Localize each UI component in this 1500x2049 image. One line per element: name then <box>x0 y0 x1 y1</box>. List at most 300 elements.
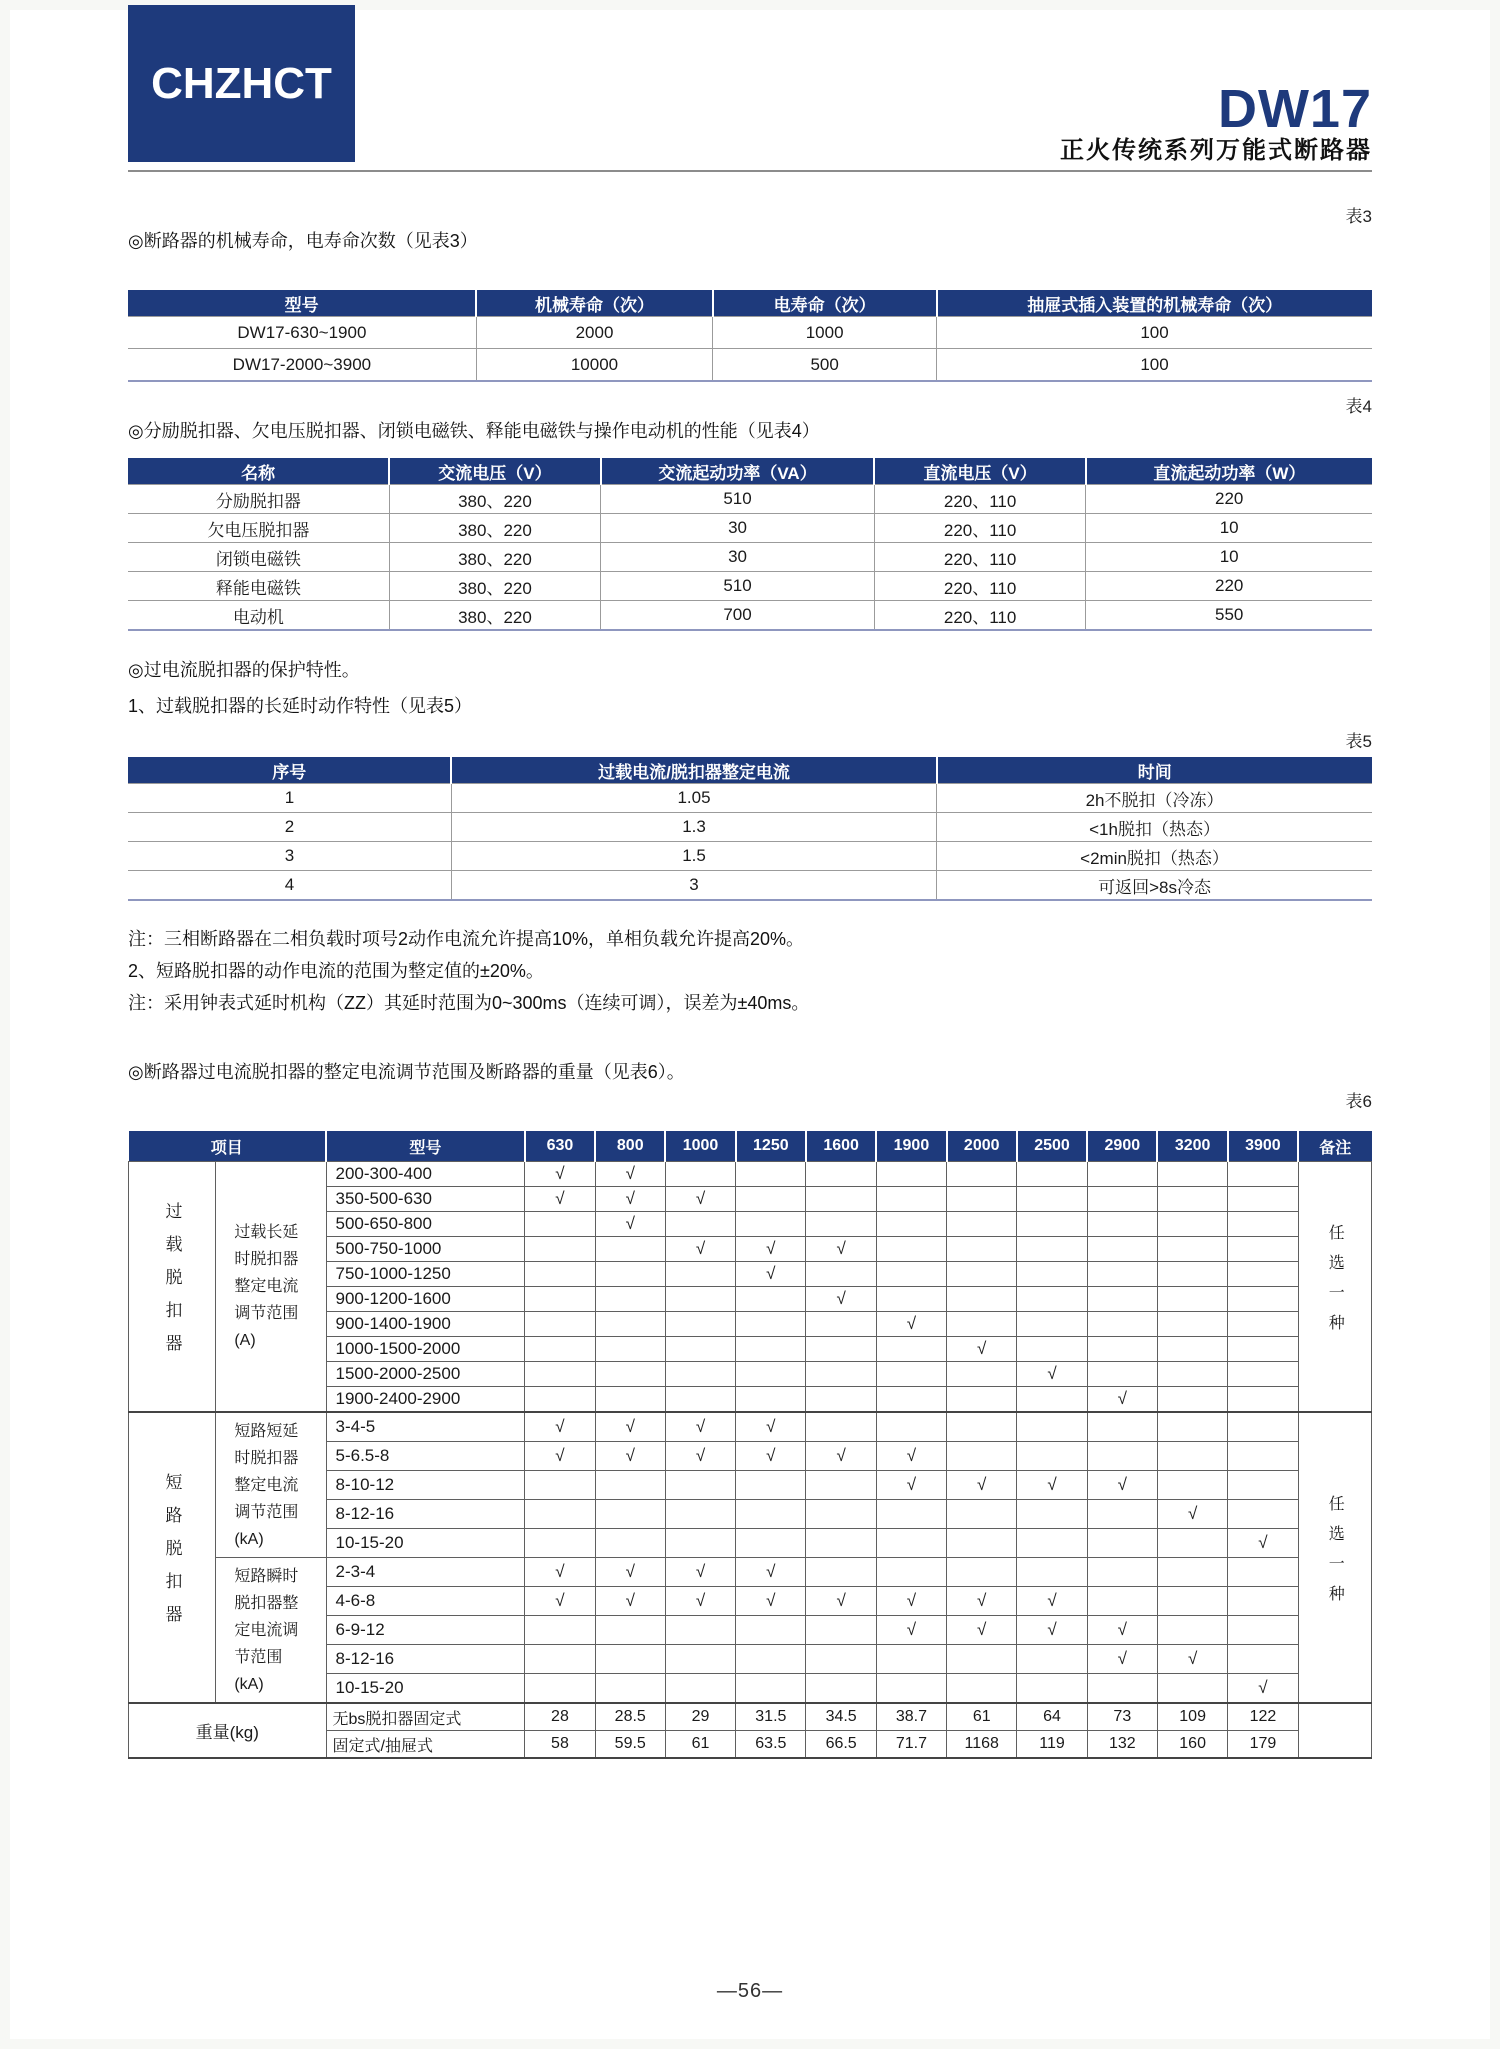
t6-check-cell: √ <box>1017 1471 1087 1500</box>
t6-check-cell <box>1017 1337 1087 1362</box>
t6-check-cell <box>665 1616 735 1645</box>
table3-header-row <box>128 290 1372 317</box>
table5-row <box>128 871 1372 901</box>
t6-row <box>129 1558 1372 1587</box>
t6-check-cell <box>595 1645 665 1674</box>
table6-tag: 表6 <box>1345 1092 1372 1111</box>
t6-check-cell <box>736 1187 806 1212</box>
table5-cell: 4 <box>128 871 451 901</box>
table3-row <box>128 317 1372 349</box>
t6-check-cell <box>1087 1262 1157 1287</box>
t6-check-cell <box>525 1529 595 1558</box>
t6-check-cell <box>947 1187 1017 1212</box>
t6-check-cell <box>1087 1412 1157 1442</box>
t6-check-cell <box>736 1645 806 1674</box>
t6-check-cell <box>947 1287 1017 1312</box>
t6-check-cell <box>665 1500 735 1529</box>
table4-cell: 30 <box>601 514 875 543</box>
t6-check-cell <box>1017 1674 1087 1704</box>
t6-check-cell <box>947 1558 1017 1587</box>
t6-check-cell <box>736 1287 806 1312</box>
t6-check-cell <box>1228 1312 1298 1337</box>
t6-check-cell: √ <box>525 1187 595 1212</box>
t6-check-cell <box>1157 1262 1227 1287</box>
t6-check-cell <box>1228 1471 1298 1500</box>
t6-check-cell: √ <box>595 1587 665 1616</box>
table5-row <box>128 813 1372 842</box>
t6-weight-value: 66.5 <box>806 1731 876 1759</box>
t6-check-cell <box>1017 1558 1087 1587</box>
t6-check-cell <box>736 1674 806 1704</box>
t6-check-cell <box>1087 1442 1157 1471</box>
t6-check-cell <box>595 1362 665 1387</box>
t6-check-cell: √ <box>525 1558 595 1587</box>
t6-check-cell: √ <box>595 1212 665 1237</box>
table5-cell: <2min脱扣（热态） <box>937 842 1372 871</box>
table5-header-cell: 序号 <box>128 757 451 784</box>
table5-row <box>128 842 1372 871</box>
t6-check-cell <box>876 1412 946 1442</box>
t6-check-cell <box>736 1362 806 1387</box>
t6-check-cell <box>876 1262 946 1287</box>
table3-cell: 1000 <box>713 317 937 349</box>
table5-cell: 2h不脱扣（冷冻） <box>937 784 1372 813</box>
t6-header-rating: 1250 <box>736 1131 806 1162</box>
brand-logo <box>128 5 355 162</box>
t6-range-cell: 1000-1500-2000 <box>326 1337 525 1362</box>
t6-check-cell: √ <box>876 1471 946 1500</box>
t6-range-cell: 6-9-12 <box>326 1616 525 1645</box>
t6-check-cell <box>525 1287 595 1312</box>
t6-group1-remark-text: 任选一种 <box>1326 1224 1344 1344</box>
table4-cell: 220、110 <box>874 601 1085 631</box>
t6-row <box>129 1412 1372 1442</box>
t6-check-cell <box>525 1674 595 1704</box>
t6-check-cell <box>1228 1587 1298 1616</box>
table4-cell: 380、220 <box>389 543 600 572</box>
table4-cell: 700 <box>601 601 875 631</box>
t6-header-rating: 1000 <box>665 1131 735 1162</box>
t6-check-cell <box>1087 1500 1157 1529</box>
t6-check-cell: √ <box>1087 1471 1157 1500</box>
t6-check-cell <box>806 1387 876 1413</box>
t6-check-cell <box>1087 1187 1157 1212</box>
t6-header-row <box>129 1131 1372 1162</box>
t6-check-cell <box>1228 1362 1298 1387</box>
t6-check-cell: √ <box>595 1442 665 1471</box>
t6-group1-remark <box>1298 1162 1371 1413</box>
table4-cell: 分励脱扣器 <box>128 485 389 514</box>
t6-check-cell: √ <box>525 1442 595 1471</box>
t6-weight-name: 固定式/抽屉式 <box>326 1731 525 1759</box>
t6-check-cell <box>1017 1162 1087 1187</box>
t6-check-cell <box>525 1312 595 1337</box>
t6-header-rating: 800 <box>595 1131 665 1162</box>
t6-check-cell: √ <box>1087 1616 1157 1645</box>
t6-header-rating: 1600 <box>806 1131 876 1162</box>
t6-check-cell <box>1228 1187 1298 1212</box>
t6-check-cell: √ <box>1228 1529 1298 1558</box>
t6-check-cell <box>1087 1237 1157 1262</box>
t6-check-cell <box>1228 1262 1298 1287</box>
t6-range-cell: 5-6.5-8 <box>326 1442 525 1471</box>
t6-check-cell <box>1017 1529 1087 1558</box>
table4-cell: 释能电磁铁 <box>128 572 389 601</box>
t6-header-project: 项目 <box>129 1131 327 1162</box>
t6-check-cell: √ <box>736 1587 806 1616</box>
page-header <box>128 0 1372 172</box>
t6-check-cell <box>1157 1471 1227 1500</box>
table4-header-cell: 交流起动功率（VA） <box>601 458 875 485</box>
table5-cell: 1.5 <box>451 842 936 871</box>
table3-row <box>128 349 1372 382</box>
t6-range-cell: 10-15-20 <box>326 1529 525 1558</box>
t6-check-cell <box>1157 1362 1227 1387</box>
t6-check-cell <box>1157 1287 1227 1312</box>
t6-range-cell: 1900-2400-2900 <box>326 1387 525 1413</box>
t6-range-cell: 500-650-800 <box>326 1212 525 1237</box>
t6-range-cell: 3-4-5 <box>326 1412 525 1442</box>
t6-check-cell <box>736 1212 806 1237</box>
t6-range-cell: 500-750-1000 <box>326 1237 525 1262</box>
t6-check-cell: √ <box>1157 1645 1227 1674</box>
t6-check-cell <box>806 1558 876 1587</box>
t6-check-cell <box>1017 1645 1087 1674</box>
t6-check-cell <box>1228 1558 1298 1587</box>
t6-check-cell <box>1157 1387 1227 1413</box>
t6-check-cell <box>595 1387 665 1413</box>
t6-check-cell <box>1228 1162 1298 1187</box>
t6-check-cell <box>1087 1362 1157 1387</box>
t6-check-cell <box>1228 1500 1298 1529</box>
note-line: 注：三相断路器在二相负载时项号2动作电流允许提高10%，单相负载允许提高20%。 <box>128 929 805 949</box>
t6-check-cell <box>947 1500 1017 1529</box>
t6-weight-label: 重量(kg) <box>129 1703 327 1758</box>
t6-check-cell: √ <box>665 1237 735 1262</box>
t6-weight-value: 119 <box>1017 1731 1087 1759</box>
t6-weight-value: 109 <box>1157 1703 1227 1731</box>
table4-cell: 220 <box>1086 485 1372 514</box>
table3-cell: 10000 <box>476 349 712 382</box>
table4-header-row <box>128 458 1372 485</box>
table-long-delay-characteristics <box>128 757 1372 901</box>
section1-title: ◎断路器的机械寿命，电寿命次数（见表3） <box>128 231 478 251</box>
table5-cell: 3 <box>451 871 936 901</box>
t6-check-cell <box>947 1674 1017 1704</box>
t6-check-cell <box>665 1287 735 1312</box>
t6-weight-value: 71.7 <box>876 1731 946 1759</box>
t6-check-cell: √ <box>736 1442 806 1471</box>
t6-check-cell <box>525 1262 595 1287</box>
table-release-performance <box>128 458 1372 631</box>
t6-check-cell <box>806 1212 876 1237</box>
t6-check-cell <box>1157 1529 1227 1558</box>
t6-group2-sub2-label-text: 短路瞬时脱扣器整定电流调节范围(kA) <box>234 1567 299 1693</box>
t6-check-cell <box>665 1529 735 1558</box>
page-number: —56— <box>716 1980 784 2002</box>
table3-cell: 100 <box>937 317 1372 349</box>
table5-row <box>128 784 1372 813</box>
t6-check-cell <box>1228 1337 1298 1362</box>
t6-check-cell <box>1157 1587 1227 1616</box>
t6-check-cell <box>947 1412 1017 1442</box>
t6-check-cell <box>595 1237 665 1262</box>
t6-check-cell <box>595 1529 665 1558</box>
t6-check-cell <box>947 1237 1017 1262</box>
t6-check-cell: √ <box>806 1442 876 1471</box>
table4-row <box>128 514 1372 543</box>
table4-cell: 380、220 <box>389 601 600 631</box>
table3-cell: 2000 <box>476 317 712 349</box>
table4-cell: 380、220 <box>389 514 600 543</box>
table4-header-cell: 直流起动功率（W） <box>1086 458 1372 485</box>
t6-check-cell <box>876 1287 946 1312</box>
t6-check-cell <box>525 1387 595 1413</box>
t6-check-cell <box>876 1162 946 1187</box>
t6-check-cell <box>806 1616 876 1645</box>
t6-check-cell <box>595 1471 665 1500</box>
t6-check-cell <box>876 1674 946 1704</box>
t6-check-cell <box>665 1471 735 1500</box>
t6-check-cell <box>595 1674 665 1704</box>
table4-cell: 电动机 <box>128 601 389 631</box>
t6-check-cell <box>876 1500 946 1529</box>
t6-check-cell <box>665 1387 735 1413</box>
t6-check-cell <box>1017 1500 1087 1529</box>
table3-tag: 表3 <box>1345 207 1372 226</box>
t6-check-cell: √ <box>665 1587 735 1616</box>
t6-check-cell: √ <box>736 1558 806 1587</box>
t6-check-cell: √ <box>1087 1387 1157 1413</box>
t6-weight-value: 28.5 <box>595 1703 665 1731</box>
t6-check-cell <box>736 1312 806 1337</box>
t6-check-cell <box>806 1412 876 1442</box>
table3-cell: 500 <box>713 349 937 382</box>
t6-group2-sub1-label-text: 短路短延时脱扣器整定电流调节范围(kA) <box>234 1422 299 1548</box>
t6-group2-label <box>129 1412 216 1703</box>
table4-cell: 220、110 <box>874 514 1085 543</box>
t6-weight-value: 31.5 <box>736 1703 806 1731</box>
t6-check-cell: √ <box>525 1412 595 1442</box>
t6-check-cell: √ <box>595 1412 665 1442</box>
t6-weight-value: 179 <box>1228 1731 1298 1759</box>
t6-weight-value: 73 <box>1087 1703 1157 1731</box>
t6-check-cell <box>1087 1674 1157 1704</box>
t6-check-cell <box>1157 1187 1227 1212</box>
t6-check-cell: √ <box>595 1162 665 1187</box>
table5-cell: 1 <box>128 784 451 813</box>
t6-header-model: 型号 <box>326 1131 525 1162</box>
table4-header-cell: 交流电压（V） <box>389 458 600 485</box>
t6-check-cell: √ <box>806 1237 876 1262</box>
t6-check-cell <box>595 1287 665 1312</box>
table5-cell: 1.05 <box>451 784 936 813</box>
t6-group1-label-text: 过载脱扣器 <box>162 1201 182 1367</box>
t6-range-cell: 8-10-12 <box>326 1471 525 1500</box>
t6-weight-value: 160 <box>1157 1731 1227 1759</box>
t6-check-cell <box>1157 1558 1227 1587</box>
product-series-title: 正火传统系列万能式断路器 <box>1060 137 1372 164</box>
table5-tag: 表5 <box>1345 732 1372 751</box>
t6-check-cell: √ <box>806 1287 876 1312</box>
t6-check-cell: √ <box>665 1412 735 1442</box>
t6-check-cell <box>1157 1237 1227 1262</box>
table4-row <box>128 572 1372 601</box>
t6-check-cell <box>947 1212 1017 1237</box>
table4-cell: 10 <box>1086 543 1372 572</box>
t6-check-cell <box>1228 1442 1298 1471</box>
t6-check-cell <box>595 1616 665 1645</box>
t6-check-cell <box>525 1337 595 1362</box>
t6-header-remark: 备注 <box>1298 1131 1371 1162</box>
t6-check-cell <box>1228 1287 1298 1312</box>
t6-check-cell <box>525 1237 595 1262</box>
table4-cell: 550 <box>1086 601 1372 631</box>
t6-check-cell <box>806 1187 876 1212</box>
t6-check-cell <box>806 1162 876 1187</box>
table4-tag: 表4 <box>1345 397 1372 416</box>
t6-check-cell <box>1017 1212 1087 1237</box>
t6-check-cell: √ <box>1087 1645 1157 1674</box>
table4-cell: 220 <box>1086 572 1372 601</box>
t6-check-cell <box>525 1645 595 1674</box>
t6-check-cell <box>1157 1312 1227 1337</box>
t6-check-cell <box>947 1312 1017 1337</box>
t6-check-cell <box>806 1337 876 1362</box>
t6-check-cell: √ <box>736 1262 806 1287</box>
t6-check-cell <box>1157 1674 1227 1704</box>
table5-header-row <box>128 757 1372 784</box>
page-content <box>128 206 1372 1759</box>
t6-check-cell: √ <box>876 1616 946 1645</box>
t6-check-cell <box>665 1674 735 1704</box>
table4-cell: 闭锁电磁铁 <box>128 543 389 572</box>
t6-check-cell: √ <box>1017 1362 1087 1387</box>
table4-cell: 220、110 <box>874 485 1085 514</box>
table3-header-cell: 抽屉式插入装置的机械寿命（次） <box>937 290 1372 317</box>
table5-cell: <1h脱扣（热态） <box>937 813 1372 842</box>
table5-cell: 可返回>8s冷态 <box>937 871 1372 901</box>
t6-check-cell <box>1228 1237 1298 1262</box>
t6-weight-value: 28 <box>525 1703 595 1731</box>
t6-check-cell <box>806 1500 876 1529</box>
t6-check-cell: √ <box>595 1558 665 1587</box>
t6-check-cell: √ <box>525 1587 595 1616</box>
t6-check-cell: √ <box>947 1616 1017 1645</box>
t6-check-cell <box>806 1645 876 1674</box>
t6-check-cell <box>1087 1529 1157 1558</box>
t6-check-cell <box>876 1645 946 1674</box>
t6-check-cell <box>595 1312 665 1337</box>
t6-check-cell <box>947 1387 1017 1413</box>
t6-check-cell <box>1017 1312 1087 1337</box>
t6-check-cell: √ <box>876 1312 946 1337</box>
t6-check-cell <box>525 1212 595 1237</box>
table4-row <box>128 543 1372 572</box>
t6-check-cell: √ <box>595 1187 665 1212</box>
table3-header-cell: 电寿命（次） <box>713 290 937 317</box>
t6-weight-value: 38.7 <box>876 1703 946 1731</box>
t6-check-cell <box>595 1337 665 1362</box>
t6-check-cell <box>736 1337 806 1362</box>
table4-cell: 220、110 <box>874 572 1085 601</box>
t6-weight-value: 59.5 <box>595 1731 665 1759</box>
t6-check-cell <box>665 1312 735 1337</box>
note-line: 2、短路脱扣器的动作电流的范围为整定值的±20%。 <box>128 961 544 981</box>
t6-header-rating: 3200 <box>1157 1131 1227 1162</box>
t6-check-cell <box>525 1616 595 1645</box>
t6-check-cell <box>806 1312 876 1337</box>
t6-weight-value: 122 <box>1228 1703 1298 1731</box>
t6-check-cell <box>1017 1387 1087 1413</box>
t6-check-cell <box>1157 1212 1227 1237</box>
t6-check-cell: √ <box>665 1187 735 1212</box>
t6-check-cell <box>736 1471 806 1500</box>
t6-check-cell <box>806 1362 876 1387</box>
table4-header-cell: 直流电压（V） <box>874 458 1085 485</box>
t6-header-rating: 2900 <box>1087 1131 1157 1162</box>
t6-check-cell <box>806 1674 876 1704</box>
product-model-title: DW17 <box>1217 79 1372 139</box>
t6-check-cell <box>876 1237 946 1262</box>
section2-title: ◎分励脱扣器、欠电压脱扣器、闭锁电磁铁、释能电磁铁与操作电动机的性能（见表4） <box>128 421 820 441</box>
t6-check-cell <box>1228 1645 1298 1674</box>
t6-check-cell <box>665 1645 735 1674</box>
t6-range-cell: 10-15-20 <box>326 1674 525 1704</box>
t6-check-cell <box>1087 1587 1157 1616</box>
table4-cell: 510 <box>601 572 875 601</box>
table4-cell: 510 <box>601 485 875 514</box>
t6-check-cell <box>595 1262 665 1287</box>
table4-header-cell: 名称 <box>128 458 389 485</box>
t6-check-cell: √ <box>665 1558 735 1587</box>
t6-check-cell <box>876 1362 946 1387</box>
table3-cell: DW17-630~1900 <box>128 317 476 349</box>
t6-check-cell <box>947 1645 1017 1674</box>
table4-cell: 欠电压脱扣器 <box>128 514 389 543</box>
t6-range-cell: 750-1000-1250 <box>326 1262 525 1287</box>
section3-title: ◎过电流脱扣器的保护特性。 <box>128 660 360 680</box>
t6-weight-value: 63.5 <box>736 1731 806 1759</box>
t6-check-cell <box>525 1362 595 1387</box>
t6-check-cell <box>1017 1442 1087 1471</box>
t6-check-cell: √ <box>947 1471 1017 1500</box>
t6-group2-sub2-label <box>215 1558 326 1704</box>
t6-check-cell <box>736 1500 806 1529</box>
t6-range-cell: 8-12-16 <box>326 1500 525 1529</box>
t6-check-cell <box>1157 1616 1227 1645</box>
t6-check-cell <box>1017 1187 1087 1212</box>
t6-check-cell <box>1087 1162 1157 1187</box>
t6-weight-name: 无bs脱扣器固定式 <box>326 1703 525 1731</box>
t6-group2-sub1-label <box>215 1412 326 1558</box>
t6-check-cell: √ <box>876 1442 946 1471</box>
t6-range-cell: 900-1400-1900 <box>326 1312 525 1337</box>
t6-check-cell <box>876 1187 946 1212</box>
table3-cell: DW17-2000~3900 <box>128 349 476 382</box>
t6-check-cell <box>1157 1337 1227 1362</box>
t6-range-cell: 900-1200-1600 <box>326 1287 525 1312</box>
t6-weight-value: 64 <box>1017 1703 1087 1731</box>
t6-check-cell <box>525 1500 595 1529</box>
note-line: 注：采用钟表式延时机构（ZZ）其延时范围为0~300ms（连续可调），误差为±40ms。 <box>128 993 810 1013</box>
t6-range-cell: 1500-2000-2500 <box>326 1362 525 1387</box>
t6-check-cell <box>1228 1616 1298 1645</box>
t6-weight-value: 61 <box>947 1703 1017 1731</box>
t6-check-cell <box>1228 1412 1298 1442</box>
t6-check-cell <box>806 1471 876 1500</box>
t6-check-cell: √ <box>947 1587 1017 1616</box>
